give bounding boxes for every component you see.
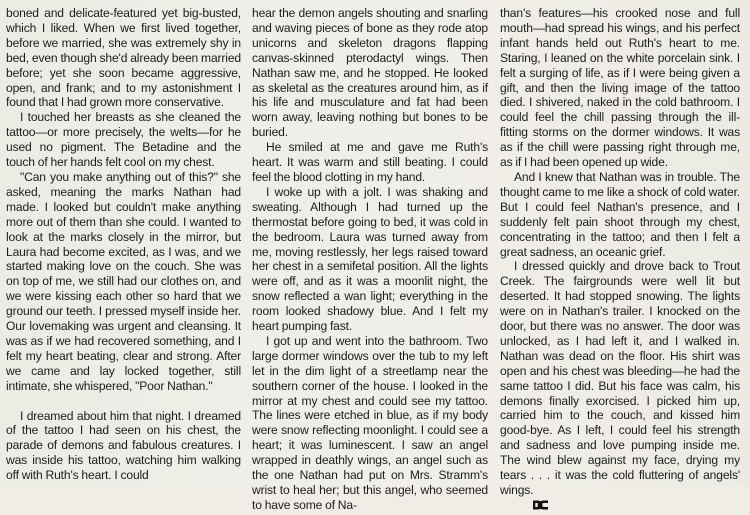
paragraph: I dressed quickly and drove back to Trout Creek. The fairgrounds were well lit but deserted. It had stopped snowing. The lights were on in Nathan's trailer. I knocked on the door, but there was no answer. The door was unlocked, as I had left it, and I walked in. Nathan was dead on the floor. His shirt was open and his chest was bleeding—he had the same tattoo I did. But his face was calm, his demons finally exorcised. I picked him up, carried him to the couch, and kissed him good-bye. As I left, I could feel his strength and sadness and love pumping inside me. The wind blew against my face, drying my tears . . . it was the cold fluttering of angels' wings. — [500, 259, 740, 497]
text-column-3 — [500, 6, 740, 515]
paragraph: I touched her breasts as she cleaned the tattoo—or more precisely, the welts—for he used no pigment. The Betadine and the touch of her hands felt cool on my chest. — [6, 110, 241, 170]
paragraph: And I knew that Nathan was in trouble. The thought came to me like a shock of cold water. But I could feel Nathan's presence, and I suddenly felt pain shoot through my chest, concentrating in the tattoo; and then I felt a great sadness, an oceanic grief. — [500, 169, 740, 259]
end-of-story-mark-icon — [517, 499, 550, 515]
paragraph: than's features—his crooked nose and full mouth—had spread his wings, and his perfect infant hands held out Ruth's heart to me. Staring, I leaned on the white porcelain sink. I felt a surging of life, as if I were being given a gift, and then the living image of the tattoo died. I shivered, naked in the cold bathroom. I could feel the chill passing through the ill-fitting storms on the dormer windows. It was as if the chill were passing right through me, as if I had been opened up wide. — [500, 6, 740, 170]
paragraph: I got up and went into the bathroom. Two large dormer windows over the tub to my left let in the dim light of a streetlamp near the southern corner of the house. I looked in the mirror at my chest and could see my tattoo. The lines were etched in blue, as if my body were snow reflecting moonlight. I could see a heart; it was luminescent. I saw an angel wrapped in deathly wings, an angel such as the one Nathan had put on Mrs. Stramm's wrist to heal her; but this angel, who seemed to have some of Na- — [252, 333, 488, 512]
text-column-1 — [6, 6, 241, 483]
text-column-2 — [252, 6, 488, 513]
paragraph: I woke up with a jolt. I was shaking and sweating. Although I had turned up the thermostat before going to bed, it was cold in the bedroom. Laura was turned away from me, moving restlessly, her legs raised toward her chest in a semifetal position. All the lights were off, and as it was a moonlit night, the snow reflected a wan light; everything in the room looked shadowy blue. And I felt my heart pumping fast. — [252, 184, 488, 334]
paragraph: "Can you make anything out of this?" she asked, meaning the marks Nathan had made. I looked but couldn't make anything more out of them than she could. I wanted to look at the marks closely in the mirror, but Laura had become excited, as I was, and we started making love on the couch. She was on top of me, we still had our clothes on, and we were kissing each other so hard that we ground our teeth. I pressed myself inside her. Our lovemaking was urgent and cleansing. It was as if we had recovered something, and I felt my heart beating, clear and strong. After we came and lay locked together, still intimate, she whispered, "Poor Nathan." — [6, 169, 241, 393]
paragraph: hear the demon angels shouting and snarling and waving pieces of bone as they rode atop unicorns and skeleton dragons flapping canvas-skinned pterodactyl wings. Then Nathan saw me, and he stopped. He looked as skeletal as the creatures around him, as if his life and musculature and fat had been worn away, leaving nothing but bones to be buried. — [252, 6, 488, 140]
paragraph: I dreamed about him that night. I dreamed of the tattoo I had seen on his chest, the parade of demons and fabulous creatures. I was inside his tattoo, watching him walking off with Ruth's heart. I could — [6, 408, 241, 483]
last-paragraph — [500, 498, 740, 515]
paragraph: boned and delicate-featured yet big-busted, which I liked. When we first lived together, before we married, she was extremely shy in bed, even though she'd already been married before; yet she soon became aggressive, open, and frank; and to my astonishment I found that I had grown more conservative. — [6, 6, 241, 110]
paragraph: He smiled at me and gave me Ruth's heart. It was warm and still beating. I could feel the blood clotting in my hand. — [252, 140, 488, 184]
